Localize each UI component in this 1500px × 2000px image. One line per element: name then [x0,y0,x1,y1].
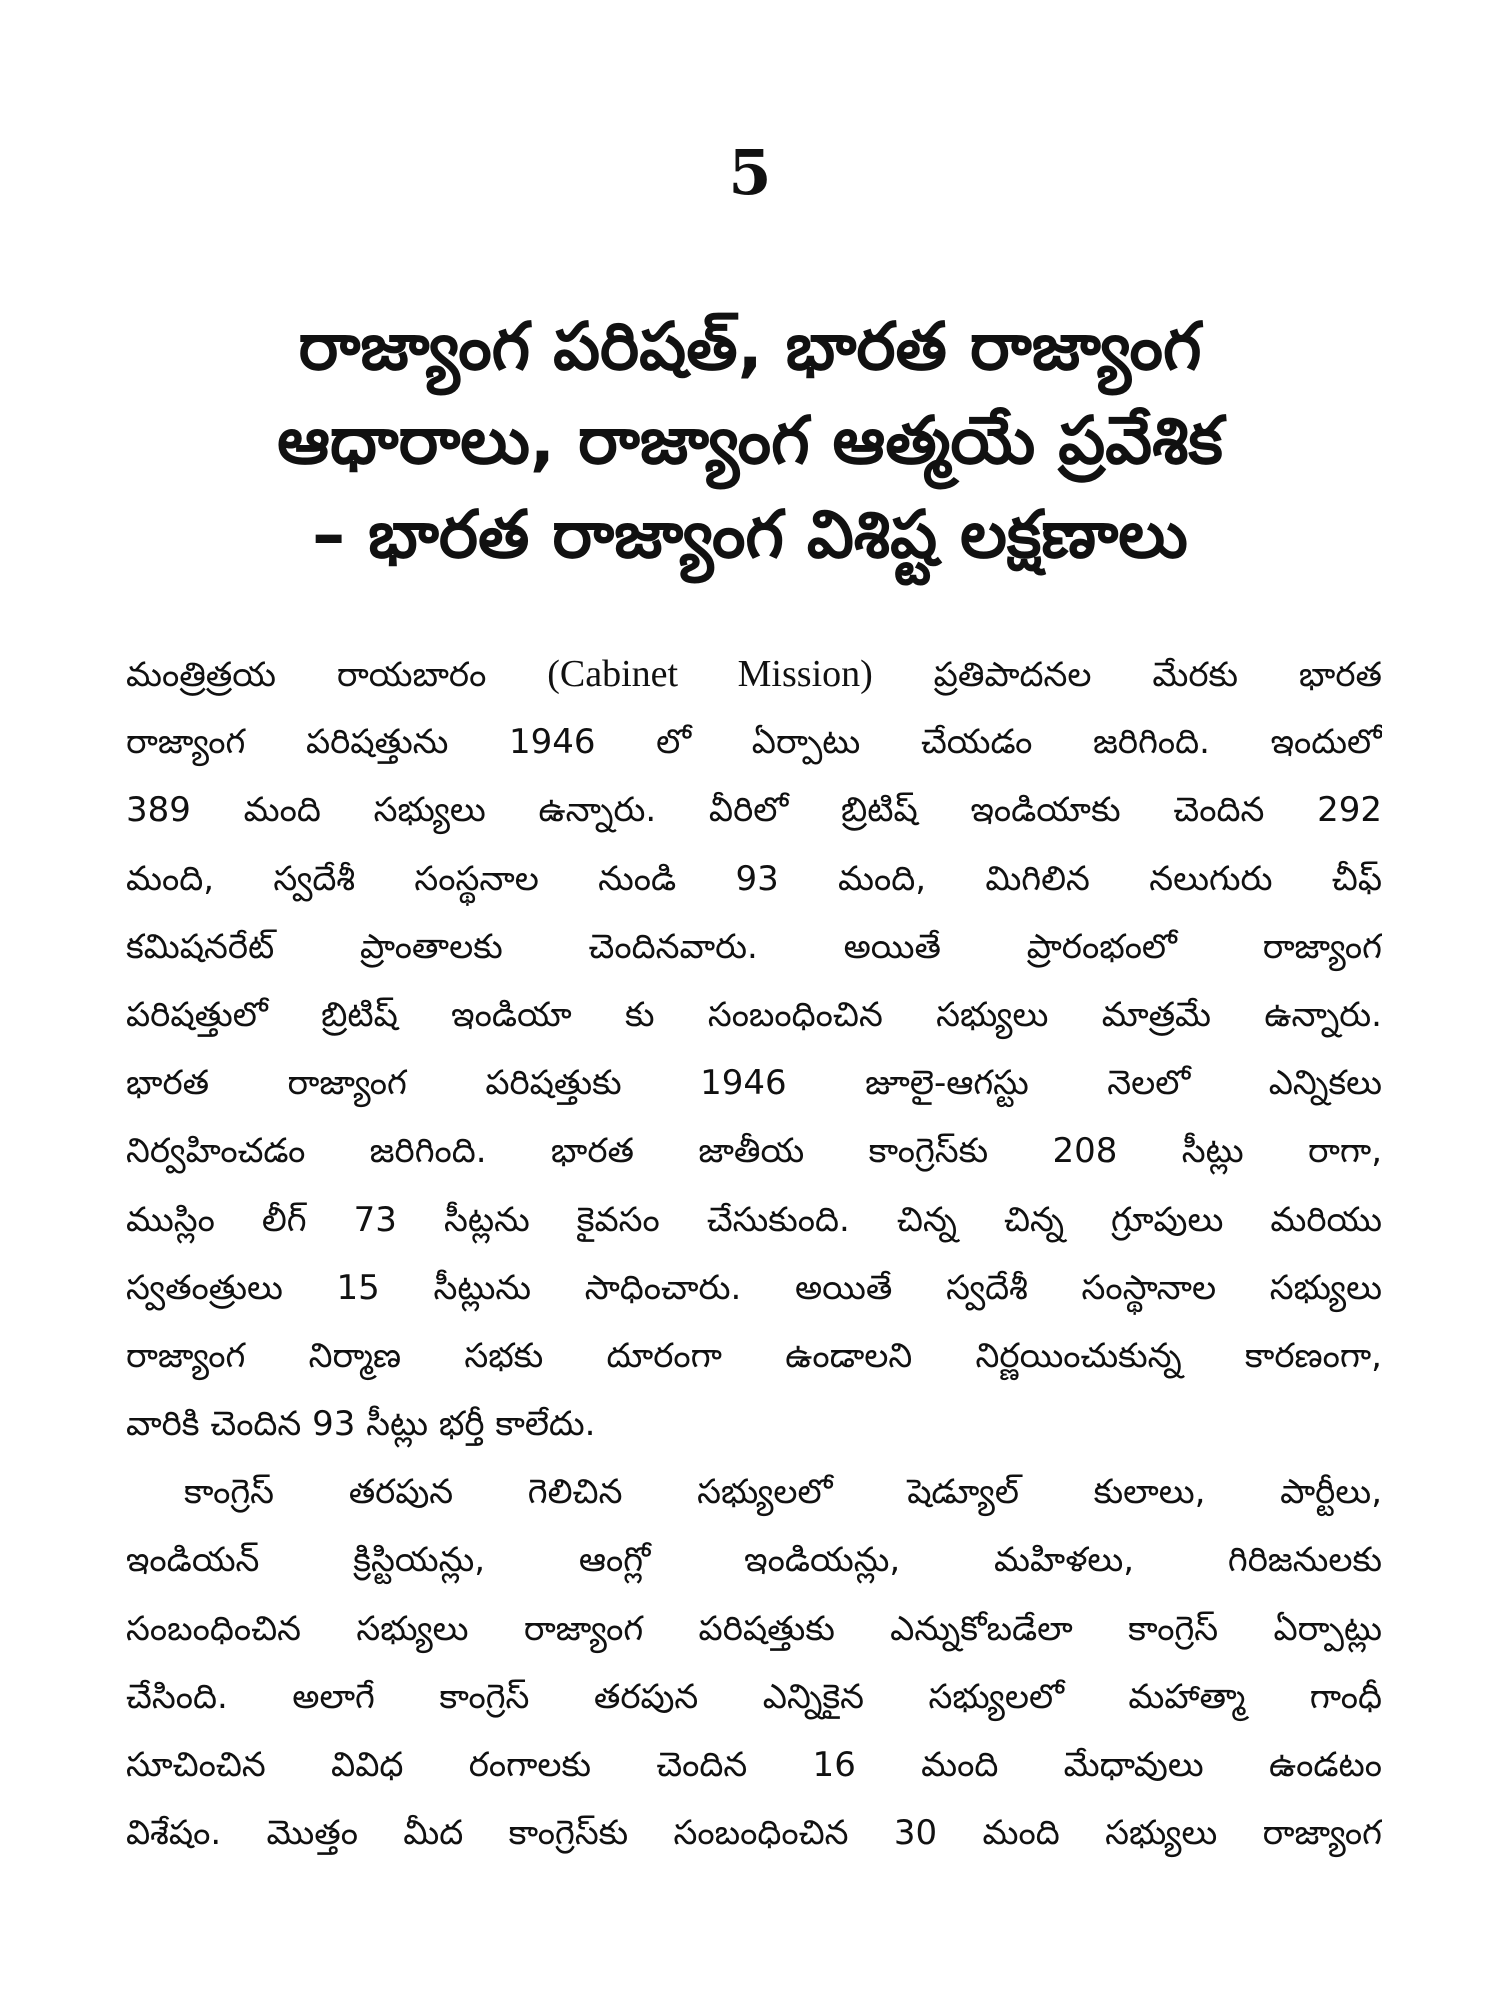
chapter-number: 5 [728,136,772,209]
paragraph-line: చేసింది. అలాగే కాంగ్రెస్ తరపున ఎన్నికైన సభ్యులలో మహాత్మా గాంధీ [126,1676,1382,1717]
body-text [126,640,1382,1867]
text-run: ప్రతిపాదనల మేరకు భారత [872,655,1382,695]
paragraph-line: నిర్వహించడం జరిగింది. భారత జాతీయ కాంగ్రెస్‌కు 208 సీట్లు రాగా, [126,1131,1382,1172]
paragraph-line: రాజ్యాంగ పరిషత్తును 1946 లో ఏర్పాటు చేయడం జరిగింది. ఇందులో [126,722,1382,763]
chapter-title [150,300,1350,582]
paragraph-line: కమిషనరేట్ ప్రాంతాలకు చెందినవారు. అయితే ప్రారంభంలో రాజ్యాంగ [126,926,1382,967]
paragraph-line: ఇండియన్ క్రిస్టియన్లు, ఆంగ్లో ఇండియన్లు, మహిళలు, గిరిజనులకు [126,1540,1382,1581]
paragraph-line: వారికి చెందిన 93 సీట్లు భర్తీ కాలేదు. [126,1404,596,1445]
chapter-title-line: ఆధారాలు, రాజ్యాంగ ఆత్మయే ప్రవేశిక [277,402,1223,479]
paragraph-line: పరిషత్తులో బ్రిటిష్ ఇండియా కు సంబంధించిన సభ్యులు మాత్రమే ఉన్నారు. [126,994,1382,1035]
paragraph-line: స్వతంత్రులు 15 సీట్లును సాధించారు. అయితే స్వదేశీ సంస్థానాల సభ్యులు [126,1267,1382,1308]
paragraph-line: ముస్లిం లీగ్ 73 సీట్లను కైవసం చేసుకుంది. చిన్న చిన్న గ్రూపులు మరియు [126,1199,1382,1240]
chapter-title-line: రాజ్యాంగ పరిషత్, భారత రాజ్యాంగ [298,308,1202,385]
chapter-title-line: – భారత రాజ్యాంగ విశిష్ట లక్షణాలు [312,496,1188,573]
paragraph-line: కాంగ్రెస్ తరపున గెలిచిన సభ్యులలో షెడ్యూల్ కులాలు, పార్టీలు, [184,1472,1382,1513]
paragraph-line: సంబంధించిన సభ్యులు రాజ్యాంగ పరిషత్తుకు ఎన్నుకోబడేలా కాంగ్రెస్ ఏర్పాట్లు [126,1608,1382,1649]
paragraph-line: భారత రాజ్యాంగ పరిషత్తుకు 1946 జూలై-ఆగస్టు నెలలో ఎన్నికలు [126,1063,1382,1104]
paragraph-line: విశేషం. మొత్తం మీద కాంగ్రెస్‌కు సంబంధించిన 30 మంది సభ్యులు రాజ్యాంగ [126,1813,1382,1854]
paragraph-line: మంది, స్వదేశీ సంస్థనాల నుండి 93 మంది, మిగిలిన నలుగురు చీఫ్ [126,858,1382,899]
paragraph-line [126,640,1382,708]
text-run: మంత్రిత్రయ రాయబారం [126,655,548,695]
paragraph-line: 389 మంది సభ్యులు ఉన్నారు. వీరిలో బ్రిటిష్ ఇండియాకు చెందిన 292 [126,790,1382,831]
cabinet-mission-term: (Cabinet Mission) [547,653,873,695]
paragraph-line: సూచించిన వివిధ రంగాలకు చెందిన 16 మంది మేధావులు ఉండటం [126,1745,1382,1785]
paragraph-line: రాజ్యాంగ నిర్మాణ సభకు దూరంగా ఉండాలని నిర్ణయించుకున్న కారణంగా, [126,1335,1382,1376]
